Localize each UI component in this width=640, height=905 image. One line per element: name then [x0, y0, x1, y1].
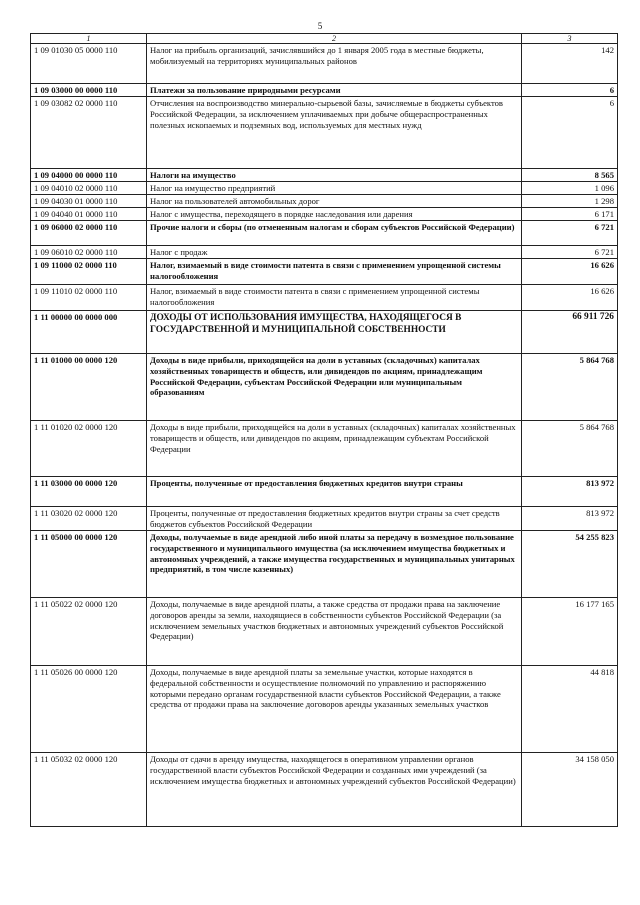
row-value: 6 171 [522, 208, 618, 221]
row-name: Налог на имущество предприятий [147, 182, 522, 195]
page-number: 5 [317, 21, 323, 31]
row-value: 1 096 [522, 182, 618, 195]
table-row [31, 259, 618, 285]
row-code: 1 09 06010 02 0000 110 [31, 246, 147, 259]
row-name: Доходы в виде прибыли, приходящейся на доли в уставных (складочных) капиталах хозяйственных товариществ и обществ, или дивидендов по акциям, принадлежащим субъектам Российской Федерации [147, 421, 522, 477]
row-code: 1 11 03020 02 0000 120 [31, 507, 147, 531]
row-code: 1 11 01020 02 0000 120 [31, 421, 147, 477]
row-value: 813 972 [522, 477, 618, 507]
table-row [31, 169, 618, 182]
row-code: 1 09 04030 01 0000 110 [31, 195, 147, 208]
row-value: 16 177 165 [522, 598, 618, 666]
row-value: 44 818 [522, 666, 618, 753]
table-row [31, 84, 618, 97]
row-name: Налог, взимаемый в виде стоимости патента в связи с применением упрощенной системы налогообложения [147, 285, 522, 311]
row-value: 34 158 050 [522, 753, 618, 827]
row-code: 1 09 04010 02 0000 110 [31, 182, 147, 195]
row-code: 1 11 00000 00 0000 000 [31, 311, 147, 354]
table-row [31, 195, 618, 208]
row-value: 16 626 [522, 259, 618, 285]
table-row [31, 531, 618, 598]
row-code: 1 09 03082 02 0000 110 [31, 97, 147, 169]
row-code: 1 09 01030 05 0000 110 [31, 44, 147, 84]
table-row [31, 598, 618, 666]
row-name: Проценты, полученные от предоставления бюджетных кредитов внутри страны [147, 477, 522, 507]
revenue-table [30, 33, 618, 827]
row-code: 1 09 11000 02 0000 110 [31, 259, 147, 285]
row-name: Доходы, получаемые в виде арендной платы за земельные участки, которые находятся в федеральной собственности и осуществление полномочий по управлению и распоряжению которыми передано органам государственной власти субъектов Российской Федерации, а также средства от продажи права на заключение договоров аренды указанных земельных участков [147, 666, 522, 753]
row-name: Проценты, полученные от предоставления бюджетных кредитов внутри страны за счет средств бюджетов субъектов Российской Федерации [147, 507, 522, 531]
column-header-name: 2 [147, 34, 522, 44]
table-row [31, 97, 618, 169]
row-value: 6 721 [522, 246, 618, 259]
row-value: 1 298 [522, 195, 618, 208]
row-name: Доходы, получаемые в виде арендной либо иной платы за передачу в возмездное пользование государственного и муниципального имущества (за исключением имущества бюджетных и автономных учреждений, а также имущества государственных и муниципальных унитарных предприятий, в том числе казенных) [147, 531, 522, 598]
row-code: 1 11 05022 02 0000 120 [31, 598, 147, 666]
row-name: Налог, взимаемый в виде стоимости патента в связи с применением упрощенной системы налогообложения [147, 259, 522, 285]
table-row [31, 507, 618, 531]
row-value: 813 972 [522, 507, 618, 531]
row-name: Прочие налоги и сборы (по отмененным налогам и сборам субъектов Российской Федерации) [147, 221, 522, 246]
row-code: 1 09 03000 00 0000 110 [31, 84, 147, 97]
table-row [31, 311, 618, 354]
table-row [31, 666, 618, 753]
row-name: Налог с продаж [147, 246, 522, 259]
table-row [31, 753, 618, 827]
row-value: 6 [522, 84, 618, 97]
row-value: 16 626 [522, 285, 618, 311]
table-row [31, 477, 618, 507]
row-value: 142 [522, 44, 618, 84]
table-row [31, 354, 618, 421]
row-value: 6 721 [522, 221, 618, 246]
row-code: 1 09 04040 01 0000 110 [31, 208, 147, 221]
row-code: 1 11 01000 00 0000 120 [31, 354, 147, 421]
table-row [31, 285, 618, 311]
row-name: Налог с имущества, переходящего в порядке наследования или дарения [147, 208, 522, 221]
row-name: ДОХОДЫ ОТ ИСПОЛЬЗОВАНИЯ ИМУЩЕСТВА, НАХОДЯЩЕГОСЯ В ГОСУДАРСТВЕННОЙ И МУНИЦИПАЛЬНОЙ СОБСТВЕННОСТИ [147, 311, 522, 354]
row-value: 5 864 768 [522, 421, 618, 477]
table-row [31, 182, 618, 195]
row-name: Доходы от сдачи в аренду имущества, находящегося в оперативном управлении органов государственной власти субъектов Российской Федерации и созданных ими учреждений (за исключением имущества бюджетных и автономных учреждений субъектов Российской Федерации) [147, 753, 522, 827]
row-code: 1 11 05032 02 0000 120 [31, 753, 147, 827]
table-row [31, 221, 618, 246]
row-name: Налог на пользователей автомобильных дорог [147, 195, 522, 208]
column-header-value: 3 [522, 34, 618, 44]
table-row [31, 44, 618, 84]
row-code: 1 09 04000 00 0000 110 [31, 169, 147, 182]
row-code: 1 09 06000 02 0000 110 [31, 221, 147, 246]
row-code: 1 11 05026 00 0000 120 [31, 666, 147, 753]
table-row [31, 246, 618, 259]
row-name: Налог на прибыль организаций, зачислявшийся до 1 января 2005 года в местные бюджеты, мобилизуемый на территориях муниципальных районов [147, 44, 522, 84]
column-header-code: 1 [31, 34, 147, 44]
row-name: Налоги на имущество [147, 169, 522, 182]
row-name: Доходы, получаемые в виде арендной платы, а также средства от продажи права на заключение договоров аренды за земли, находящиеся в собственности субъектов Российской Федерации (за исключением земельных участков бюджетных и автономных учреждений субъектов Российской Федерации) [147, 598, 522, 666]
row-code: 1 11 05000 00 0000 120 [31, 531, 147, 598]
row-value: 5 864 768 [522, 354, 618, 421]
row-value: 6 [522, 97, 618, 169]
row-value: 8 565 [522, 169, 618, 182]
row-name: Отчисления на воспроизводство минерально-сырьевой базы, зачисляемые в бюджеты субъектов Российской Федерации, за исключением уплачиваемых при добыче общераспространенных полезных ископаемых и подземных вод, используемых для местных нужд [147, 97, 522, 169]
row-value: 66 911 726 [522, 311, 618, 354]
row-name: Платежи за пользование природными ресурсами [147, 84, 522, 97]
table-row [31, 421, 618, 477]
table-header-row [31, 34, 618, 44]
row-code: 1 09 11010 02 0000 110 [31, 285, 147, 311]
table-row [31, 208, 618, 221]
row-name: Доходы в виде прибыли, приходящейся на доли в уставных (складочных) капиталах хозяйственных товариществ и обществ, или дивидендов по акциям, принадлежащим Российской Федерации, субъектам Российской Федерации или муниципальным образованиям [147, 354, 522, 421]
row-value: 54 255 823 [522, 531, 618, 598]
row-code: 1 11 03000 00 0000 120 [31, 477, 147, 507]
